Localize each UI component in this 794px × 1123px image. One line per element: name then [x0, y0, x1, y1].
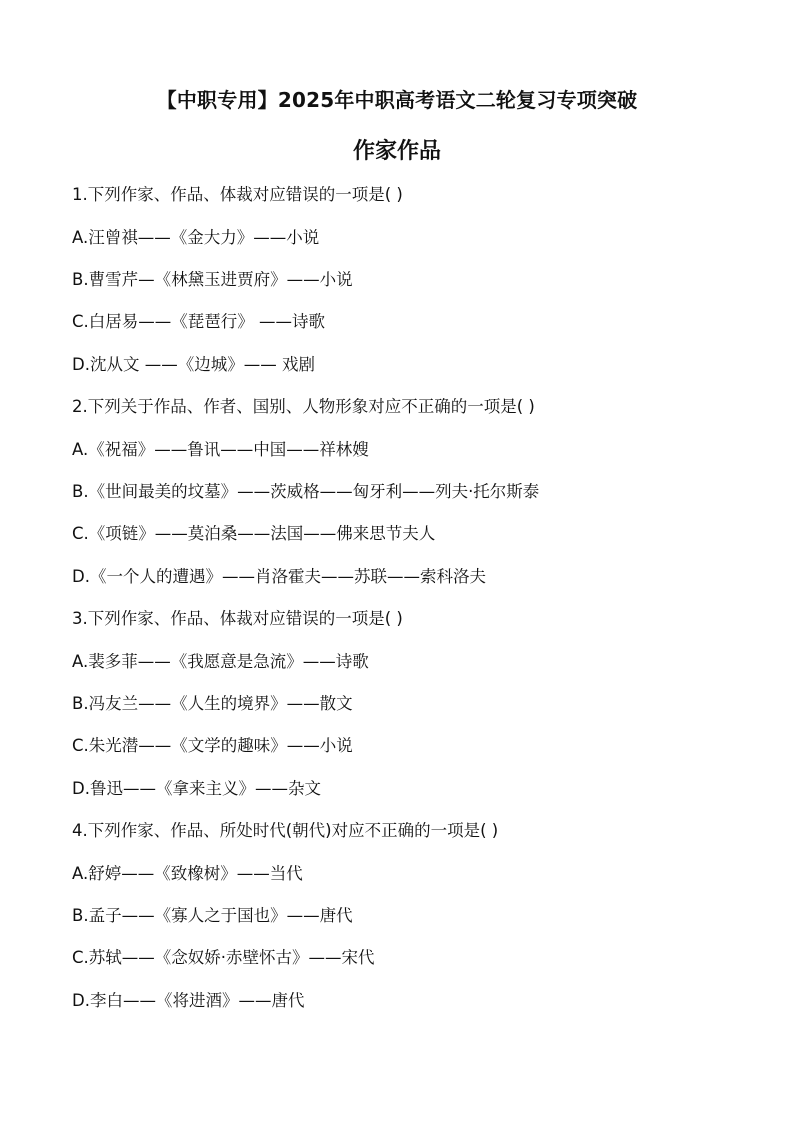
question-3-stem: 3.下列作家、作品、体裁对应错误的一项是( ): [72, 609, 403, 628]
document-title: 【中职专用】2025年中职高考语文二轮复习专项突破: [156, 88, 638, 112]
question-1-option-c: C.白居易——《琵琶行》 ——诗歌: [72, 312, 326, 331]
question-2-option-d: D.《一个人的遭遇》——肖洛霍夫——苏联——索科洛夫: [72, 567, 486, 586]
question-1-stem: 1.下列作家、作品、体裁对应错误的一项是( ): [72, 185, 403, 204]
question-3-option-b: B.冯友兰——《人生的境界》——散文: [72, 694, 353, 713]
question-2-option-c: C.《项链》——莫泊桑——法国——佛来思节夫人: [72, 524, 436, 543]
question-3-option-c: C.朱光潜——《文学的趣味》——小说: [72, 736, 353, 755]
question-3-option-d: D.鲁迅——《拿来主义》——杂文: [72, 779, 321, 798]
question-4-option-b: B.孟子——《寡人之于国也》——唐代: [72, 906, 353, 925]
question-4-option-a: A.舒婷——《致橡树》——当代: [72, 864, 303, 883]
question-4-option-d: D.李白——《将进酒》——唐代: [72, 991, 305, 1010]
question-2-option-a: A.《祝福》——鲁讯——中国——祥林嫂: [72, 440, 369, 459]
question-2-option-b: B.《世间最美的坟墓》——茨威格——匈牙利——列夫·托尔斯泰: [72, 482, 540, 501]
question-4-stem: 4.下列作家、作品、所处时代(朝代)对应不正确的一项是( ): [72, 821, 499, 840]
question-1-option-b: B.曹雪芹—《林黛玉进贾府》——小说: [72, 270, 353, 289]
question-1-option-a: A.汪曾祺——《金大力》——小说: [72, 228, 320, 247]
question-1-option-d: D.沈从文 ——《边城》—— 戏剧: [72, 355, 315, 374]
question-2-stem: 2.下列关于作品、作者、国别、人物形象对应不正确的一项是( ): [72, 397, 535, 416]
question-3-option-a: A.裴多菲——《我愿意是急流》——诗歌: [72, 652, 369, 671]
question-4-option-c: C.苏轼——《念奴娇·赤壁怀古》——宋代: [72, 948, 375, 967]
section-title: 作家作品: [352, 139, 441, 164]
